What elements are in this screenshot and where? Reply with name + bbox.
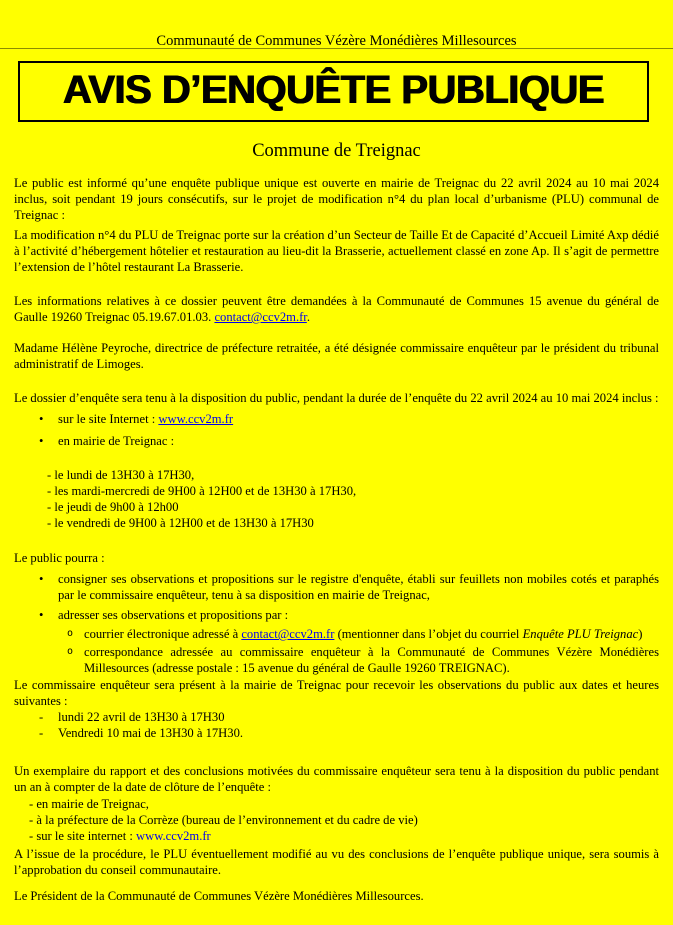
list-item-site-internet bbox=[14, 411, 659, 427]
text: sur le site Internet : bbox=[58, 412, 159, 426]
text: . bbox=[306, 310, 310, 324]
rapport-place-line: - à la préfecture de la Corrèze (bureau de l’environnement et du cadre de vie) bbox=[29, 813, 418, 827]
list-item-courriel bbox=[14, 626, 659, 642]
circle-icon: o bbox=[67, 646, 74, 657]
bullet-icon: • bbox=[39, 572, 44, 586]
separator-line bbox=[0, 48, 673, 49]
organization-name: Communauté de Communes Vézère Monédières Millesources bbox=[156, 33, 517, 49]
text: (mentionner dans l’objet du courriel bbox=[334, 627, 523, 641]
opening-hours-line: - le vendredi de 9H00 à 12H00 et de 13H30 à 17H30 bbox=[47, 516, 314, 530]
list-item-text: adresser ses observations et propositions par : bbox=[58, 608, 289, 622]
list-item-text: consigner ses observations et propositions sur le registre d'enquête, établi sur feuillets non mobiles cotés et paraphés par le commissaire enquêteur, tenu à sa disposition en mairie de Treignac, bbox=[58, 572, 659, 602]
paragraph-presence: Le commissaire enquêteur sera présent à la mairie de Treignac pour recevoir les observations du public aux dates et heures suivantes : bbox=[14, 678, 659, 708]
paragraph-modification: La modification n°4 du PLU de Treignac porte sur la création d’un Secteur de Taille Et de Capacité d’Accueil Limité Axp dédié à l’activité d’hébergement hôtelier et restauration au lieu-dit la Brasserie, actuellement classé en zone Ap. Il s’agit de permettre l’extension de l’hôtel restaurant La Brasserie. bbox=[14, 228, 659, 274]
bullet-icon: • bbox=[39, 608, 44, 622]
commune-subtitle: Commune de Treignac bbox=[252, 141, 421, 161]
paragraph-rapport: Un exemplaire du rapport et des conclusions motivées du commissaire enquêteur sera tenu à la disposition du public pendant un an à compter de la date de clôture de l’enquête : bbox=[14, 764, 659, 794]
rapport-place-line bbox=[14, 828, 659, 844]
notice-body bbox=[0, 175, 673, 904]
presence-date-item bbox=[14, 709, 659, 725]
opening-hours-line: - le lundi de 13H30 à 17H30, bbox=[47, 468, 195, 482]
dash-icon: - bbox=[39, 726, 44, 740]
paragraph-president: Le Président de la Communauté de Communes Vézère Monédières Millesources. bbox=[14, 889, 424, 903]
presence-dates-list bbox=[14, 709, 659, 741]
presence-date-item bbox=[14, 725, 659, 741]
list-item-consigner bbox=[14, 571, 659, 603]
text: - sur le site internet : bbox=[29, 829, 137, 843]
paragraph-dossier: Le dossier d’enquête sera tenu à la disposition du public, pendant la durée de l’enquête du 22 avril 2024 au 10 mai 2024 inclus : bbox=[14, 391, 659, 405]
email-link[interactable]: contact@ccv2m.fr bbox=[214, 310, 307, 324]
presence-date-text: Vendredi 10 mai de 13H30 à 17H30. bbox=[58, 726, 244, 740]
paragraph-commissaire: Madame Hélène Peyroche, directrice de préfecture retraitée, a été désignée commissaire enquêteur par le président du tribunal administratif de Limoges. bbox=[14, 341, 659, 371]
paragraph-enquete-ouverte: Le public est informé qu’une enquête publique unique est ouverte en mairie de Treignac du 22 avril 2024 au 10 mai 2024 inclus, soit pendant 19 jours consécutifs, sur le projet de modification n°4 du plan local d’urbanisme (PLU) communal de Treignac : bbox=[14, 176, 659, 222]
list-item-text bbox=[58, 411, 659, 427]
list-item-mairie bbox=[14, 433, 659, 449]
opening-hours-list bbox=[14, 467, 659, 531]
website-link[interactable]: www.ccv2m.fr bbox=[158, 412, 234, 426]
bullet-icon: • bbox=[39, 434, 44, 448]
text: Les informations relatives à ce dossier peuvent être demandées à la Communauté de Communes 15 avenue du général de Gaulle 19260 Treignac 05.19.67.01.03. bbox=[14, 294, 659, 324]
rapport-place-line: - en mairie de Treignac, bbox=[29, 797, 149, 811]
dash-icon: - bbox=[39, 710, 44, 724]
text: courrier électronique adressé à bbox=[84, 627, 242, 641]
paragraph-issue-procedure: A l’issue de la procédure, le PLU éventuellement modifié au vu des conclusions de l’enquête publique unique, sera soumis à l’approbation du conseil communautaire. bbox=[14, 847, 659, 877]
rapport-places-list bbox=[14, 796, 659, 844]
text: ) bbox=[638, 627, 643, 641]
opening-hours-line: - le jeudi de 9h00 à 12h00 bbox=[47, 500, 179, 514]
opening-hours-line: - les mardi-mercredi de 9H00 à 12H00 et de 13H30 à 17H30, bbox=[47, 484, 357, 498]
bullet-icon: • bbox=[39, 412, 44, 426]
notice-title: AVIS D’ENQUÊTE PUBLIQUE bbox=[62, 68, 605, 112]
list-item-correspondance bbox=[14, 644, 659, 676]
paragraph-informations bbox=[14, 293, 659, 325]
list-item-text: en mairie de Treignac : bbox=[58, 434, 175, 448]
email-link-2[interactable]: contact@ccv2m.fr bbox=[241, 627, 335, 641]
notice-title-box bbox=[18, 61, 649, 122]
presence-date-text: lundi 22 avril de 13H30 à 17H30 bbox=[58, 710, 225, 724]
list-item-text: correspondance adressée au commissaire enquêteur à la Communauté de Communes Vézère Monédières Millesources (adresse postale : 15 avenue du général de Gaulle 19260 TREIGNAC). bbox=[84, 645, 659, 675]
circle-icon: o bbox=[67, 628, 74, 639]
list-item-adresser bbox=[14, 607, 659, 623]
website-link-2[interactable]: www.ccv2m.fr bbox=[136, 829, 211, 843]
list-item-text bbox=[84, 626, 659, 642]
email-subject-text: Enquête PLU Treignac bbox=[522, 627, 639, 641]
paragraph-public-pourra: Le public pourra : bbox=[14, 551, 105, 565]
